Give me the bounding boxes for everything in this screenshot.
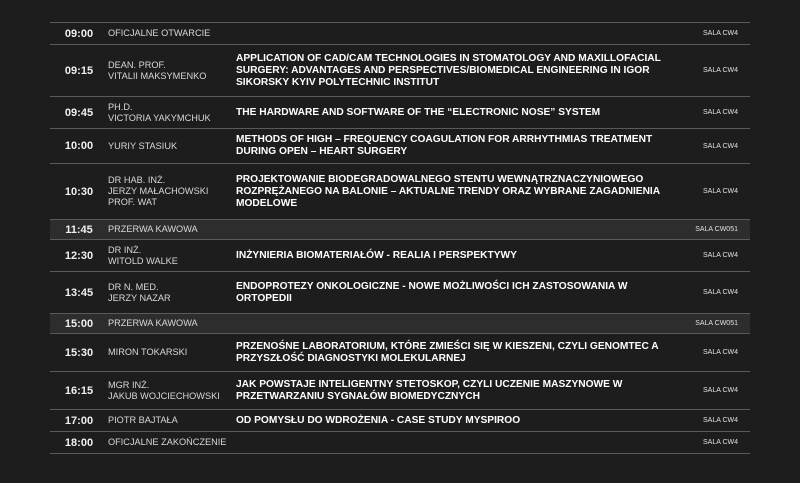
session-room: SALA CW4 xyxy=(702,387,738,394)
session-title: THE HARDWARE AND SOFTWARE OF THE “ELECTRONIC NOSE” SYSTEM xyxy=(236,106,601,118)
session-title: PROJEKTOWANIE BIODEGRADOWALNEGO STENTU WEWNĄTRZNACZYNIOWEGO ROZPRĘŻANEGO NA BALONIE – AKTUALNE TRENDY ORAZ WYBRANE ZAGADNIENIA MODELOWE xyxy=(236,173,660,209)
session-room: SALA CW051 xyxy=(695,226,738,233)
session-room: SALA CW4 xyxy=(702,417,738,424)
session-room: SALA CW4 xyxy=(702,30,738,37)
session-speaker: OFICJALNE ZAKOŃCZENIE xyxy=(108,437,227,447)
schedule-row xyxy=(50,372,750,410)
schedule-row-break xyxy=(50,220,750,240)
session-speaker: MIRON TOKARSKI xyxy=(108,347,188,357)
session-title: APPLICATION OF CAD/CAM TECHNOLOGIES IN STOMATOLOGY AND MAXILLOFACIAL SURGERY: ADVANTAGES AND PERSPECTIVES/BIOMEDICAL ENGINEERING IN IGOR SIKORSKY KYIV POLYTECHNIC INSTITUT xyxy=(236,52,661,88)
session-time: 15:00 xyxy=(64,317,94,330)
session-time: 13:45 xyxy=(64,286,94,299)
session-room: SALA CW4 xyxy=(702,252,738,259)
schedule-row xyxy=(50,410,750,432)
session-speaker: YURIY STASIUK xyxy=(108,140,178,151)
session-time: 17:00 xyxy=(64,414,94,427)
session-title: PRZENOŚNE LABORATORIUM, KTÓRE ZMIEŚCI SIĘ W KIESZENI, CZYLI GENOMTEC A PRZYSZŁOŚĆ DIAGNOSTYKI MOLEKULARNEJ xyxy=(236,340,659,364)
schedule-row xyxy=(50,23,750,45)
session-time: 10:00 xyxy=(64,140,94,152)
session-speaker: MGR INŻ. JAKUB WOJCIECHOWSKI xyxy=(108,379,220,401)
session-title: INŻYNIERIA BIOMATERIAŁÓW - REALIA I PERSPEKTYWY xyxy=(236,249,517,261)
session-speaker: DEAN. PROF. VITALII MAKSYMENKO xyxy=(108,59,207,81)
session-speaker: DR N. MED. JERZY NAZAR xyxy=(108,281,171,303)
session-speaker: PRZERWA KAWOWA xyxy=(108,318,198,328)
session-time: 09:15 xyxy=(64,64,94,77)
session-speaker: PH.D. VICTORIA YAKYMCHUK xyxy=(108,101,211,123)
session-speaker: PRZERWA KAWOWA xyxy=(108,224,198,234)
session-speaker: DR INŻ. WITOLD WALKE xyxy=(108,244,178,266)
session-room: SALA CW051 xyxy=(695,320,738,327)
schedule-row xyxy=(50,334,750,372)
session-room: SALA CW4 xyxy=(702,439,738,446)
session-time: 09:00 xyxy=(64,27,94,40)
session-time: 09:45 xyxy=(64,106,94,119)
session-time: 11:45 xyxy=(65,223,93,236)
session-time: 16:15 xyxy=(64,384,94,397)
schedule-row-break xyxy=(50,314,750,334)
schedule-row xyxy=(50,45,750,97)
session-speaker: DR HAB. INŻ. JERZY MAŁACHOWSKI PROF. WAT xyxy=(108,175,209,207)
session-room: SALA CW4 xyxy=(702,67,738,74)
session-speaker: OFICJALNE OTWARCIE xyxy=(108,28,211,38)
session-room: SALA CW4 xyxy=(702,109,738,116)
session-time: 10:30 xyxy=(64,185,94,198)
session-time: 12:30 xyxy=(64,249,94,262)
session-speaker: PIOTR BAJTAŁA xyxy=(108,415,178,425)
schedule-table xyxy=(50,22,750,454)
schedule-row xyxy=(50,164,750,220)
session-title: OD POMYSŁU DO WDROŻENIA - CASE STUDY MYSPIROO xyxy=(236,414,521,426)
session-room: SALA CW4 xyxy=(702,349,738,356)
session-title: ENDOPROTEZY ONKOLOGICZNE - NOWE MOŻLIWOŚCI ICH ZASTOSOWANIA W ORTOPEDII xyxy=(236,280,628,304)
session-time: 15:30 xyxy=(64,346,94,359)
schedule-row xyxy=(50,97,750,129)
schedule-row xyxy=(50,240,750,272)
session-room: SALA CW4 xyxy=(702,142,738,150)
session-title: METHODS OF HIGH – FREQUENCY COAGULATION FOR ARRHYTHMIAS TREATMENT DURING OPEN – HEART SURGERY xyxy=(236,134,653,157)
schedule-row xyxy=(50,432,750,454)
session-room: SALA CW4 xyxy=(702,289,738,296)
session-time: 18:00 xyxy=(64,436,94,449)
schedule-row xyxy=(50,272,750,314)
session-room: SALA CW4 xyxy=(702,188,738,195)
session-title: JAK POWSTAJE INTELIGENTNY STETOSKOP, CZYLI UCZENIE MASZYNOWE W PRZETWARZANIU SYGNAŁÓW BIOMEDYCZNYCH xyxy=(236,378,623,402)
schedule-row xyxy=(50,129,750,164)
